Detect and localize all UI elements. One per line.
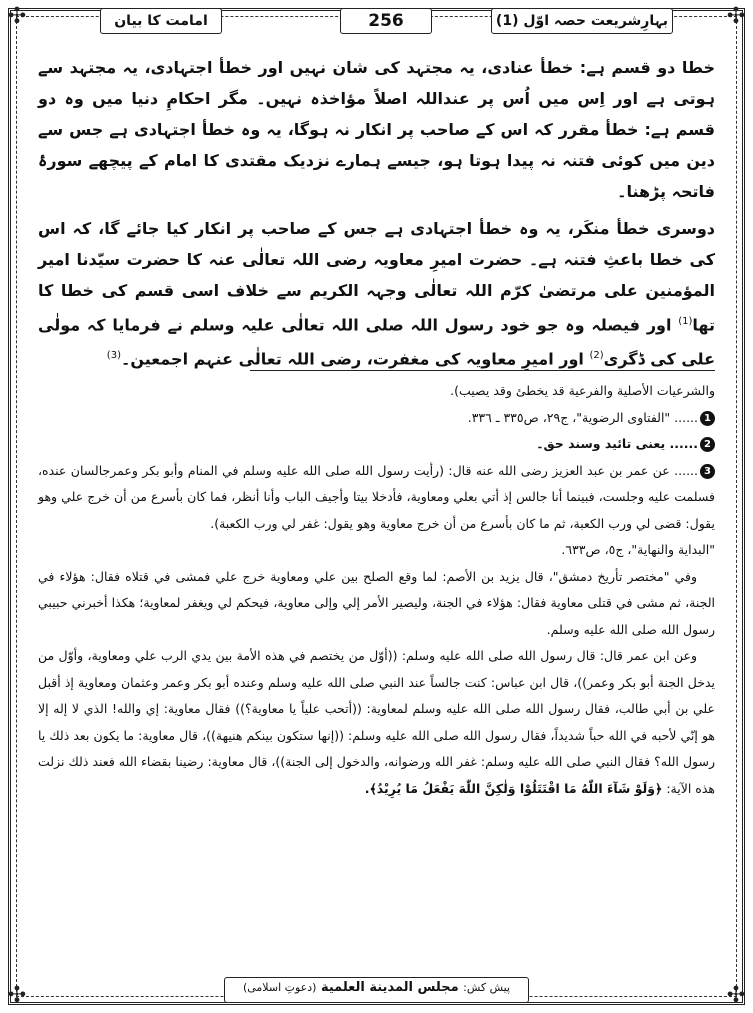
footnote-3-text-a: ...... عن عمر بن عبد العزيز رضى الله عنه قال: (رأيت رسول الله صلى الله عليه وسلم في المنام وأبو بكر وعمرجالسان عنده، فسلمت عليه وجلست، فبينما أنا جالس إذ أتي بعلي ومعاوية، فأدخلا بيتا وأجيف الباب وأنا أنظر، فما كان بأسرع من أن خرج علي وهو يقول: قضى لي ورب الكعبة، ثم ما كان بأسرع من أن خرج معاوية وهو يقول: غفر لي ورب الكعبة). [38,462,715,531]
footnote-carryover: والشرعيات الأصلية والفرعية قد يخطئ وقد يصيب). [450,383,715,398]
footnote-2 [38,431,715,458]
footnote-number-2: 2 [700,437,715,452]
footnote-3-text-c-body: وعن ابن عمر قال: قال رسول الله صلى الله عليه وسلم: ((أوّل من يختصم في هذه الأمة بين يدي الرب علي ومعاوية، وأوّل من يدخل الجنة أبو بكر وعمر))، قال ابن عباس: كنت جالساً عند النبي صلى الله عليه وسلم وعنده أبو بكر وعمر وعثمان ومعاوية إذ أقبل علي بن أبي طالب، فقال رسول الله صلى الله عليه وسلم لمعاوية: ((أتحب علياً يا معاوية؟)) فقال معاوية: إي والله! الذي لا إله إلا هو إنّي لأحبه في الله حباً شديداً، فقال رسول الله صلى الله عليه وسلم: ((إنها ستكون بينكم هنيهة))، قال معاوية: ما يكون بعد ذلك يا رسول الله؟ فقال النبي صلى الله عليه وسلم: غفر الله ورضوانه، والدخول إلى الجنة))، قال معاوية: رضينا بقضاء الله فعند ذلك نزلت هذه الآية: [38,648,715,796]
page-number: 256 [340,8,432,34]
corner-ornament-icon: ✣ [726,983,746,1008]
footnote-1-text: ...... "الفتاوى الرضوية"، ج٢٩، ص٣٣٥ ـ ٣٣٦. [467,409,698,425]
footnote-number-3: 3 [700,464,715,479]
footnote-number-1: 1 [700,411,715,426]
presenter-label: پیش کش: [463,981,511,994]
page-header [40,6,713,36]
section-title: امامت کا بیان [100,8,222,34]
paragraph-1: خطا دو قسم ہے: خطأ عنادی، یہ مجتہد کی شان نہیں اور خطأ اجتہادی، یہ مجتہد سے ہوتی ہے اور اِس میں اُس پر عنداللہ اصلاً مؤاخذہ نہیں۔ مگر احکامِ دنیا میں وہ دو قسم ہے: خطأ مقرر کہ اس کے صاحب پر انکار نہ ہوگا، یہ وہ خطأ اجتہادی ہے جس سے دین میں کوئی فتنہ نہ پیدا ہوتا ہو، جیسے ہمارے نزدیک مقتدی کا امام کے پیچھے سورۂ فاتحہ پڑھنا۔ [38,58,715,201]
corner-ornament-icon: ✣ [726,4,746,29]
book-title: بہارِشریعت حصہ اوّل (1) [491,8,673,34]
footnote-divider [250,370,715,371]
footnote-ref-3[interactable]: (3) [106,350,121,362]
quran-verse: ﴿وَلَوْ شَآءَ اللّٰهُ مَا اقْتَتَلُوْا وَلٰكِنَّ اللّٰهَ يَفْعَلُ مَا يُرِيْدُ﴾. [364,780,663,796]
paragraph-2-part-a: دوسری خطأ منکَر، یہ وہ خطأ اجتہادی ہے جس کے صاحب پر انکار کیا جائے گا، کہ اس کی خطا باعثِ فتنہ ہے۔ حضرت امیرِ معاویہ رضی اللہ تعالٰی عنہ کا حضرت سیّدنا امیر المؤمنین علی مرتضیٰ کرّم اللہ تعالٰی وجہہ الکریم سے خلاف اسی قسم کی خطا کا تھا [38,219,715,335]
footnote-3-text-c [38,643,715,802]
paragraph-2-part-b: اور فیصلہ وہ جو خود رسول اللہ صلی اللہ تعالٰی علیہ وسلم نے فرمایا کہ مولٰی علی کی ڈگری [38,315,715,369]
publisher-subtitle: (دعوتِ اسلامی) [242,981,317,994]
corner-ornament-icon: ✣ [7,983,27,1008]
footnote-3 [38,458,715,538]
corner-ornament-icon: ✣ [7,4,27,29]
paragraph-2-part-c: اور امیرِ معاویہ کی مغفرت، رضی اللہ تعالٰی عنہم اجمعین۔ [120,349,590,369]
publisher-name: مجلس المدينة العلمية [320,980,459,995]
footnote-ref-1[interactable]: (1) [678,316,693,327]
footnote-3-text-b: وفي "مختصر تأريخ دمشق"، قال يزيد بن الأصم: لما وقع الصلح بين علي ومعاوية خرج علي فمشى في قتلاه فقال: هؤلاء في الجنة، ثم مشى في قتلى معاوية فقال: هؤلاء في الجنة، وليصير الأمر إلي وإلى معاوية، فيحكم لي ويغفر لمعاوية؛ هكذا أخبرني حبيبي رسول الله صلى الله عليه وسلم. [38,568,715,637]
publisher-credit [224,977,529,1003]
footnotes [38,378,715,802]
footnote-ref-2[interactable]: (2) [589,350,604,362]
footnote-1 [38,405,715,432]
paragraph-2 [38,213,715,375]
main-text [38,52,715,381]
footnote-3-source: "البداية والنهاية"، ج٥، ص٦٣٣. [561,542,715,557]
footnote-2-text: ...... یعنی تائید وسند حق۔ [536,436,698,451]
page-footer [0,977,753,1003]
